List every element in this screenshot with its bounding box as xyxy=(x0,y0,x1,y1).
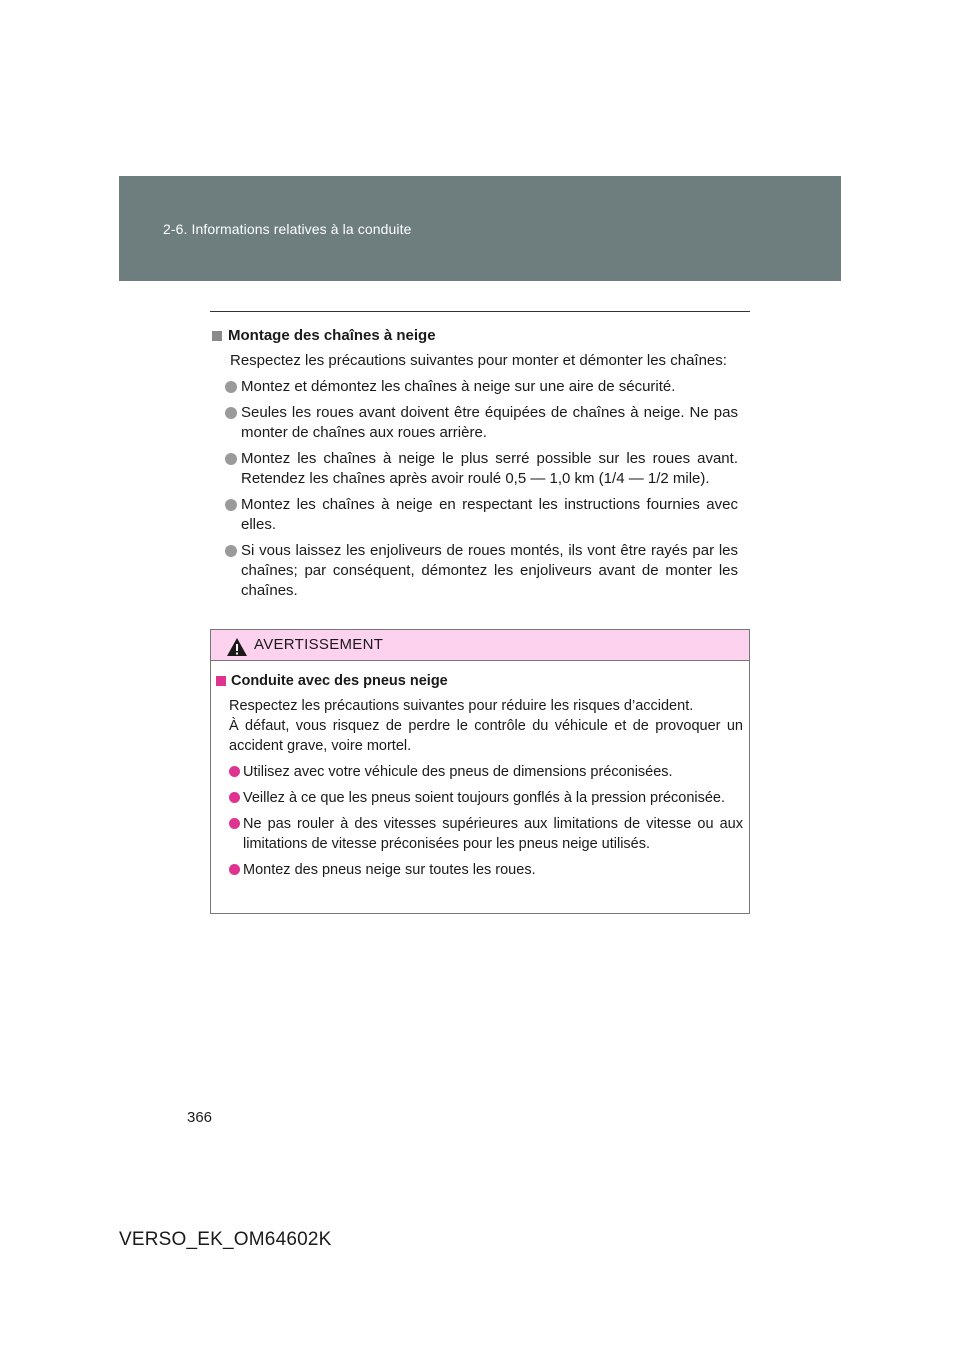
list-item: Utilisez avec votre véhicule des pneus de dimensions préconisées. xyxy=(216,762,743,782)
warning-triangle-icon xyxy=(226,637,248,657)
list-item: Montez des pneus neige sur toutes les roues. xyxy=(216,860,743,880)
warning-title-text: Conduite avec des pneus neige xyxy=(231,673,448,689)
warning-header xyxy=(211,630,749,661)
list-item: Montez les chaînes à neige en respectant les instructions fournies avec elles. xyxy=(212,495,738,535)
circle-bullet-icon xyxy=(225,407,237,419)
square-bullet-icon xyxy=(212,331,222,341)
circle-bullet-icon xyxy=(225,499,237,511)
circle-bullet-icon xyxy=(225,545,237,557)
list-item: Ne pas rouler à des vitesses supérieures aux limitations de vitesse ou aux limitations de vitesse préconisées pour les pneus neige utilisés. xyxy=(216,814,743,854)
list-item: Seules les roues avant doivent être équipées de chaînes à neige. Ne pas monter de chaînes aux roues arrière. xyxy=(212,403,738,443)
list-item: Veillez à ce que les pneus soient toujours gonflés à la pression préconisée. xyxy=(216,788,743,808)
warning-intro: Respectez les précautions suivantes pour réduire les risques d’accident. À défaut, vous risquez de perdre le contrôle du véhicule et de provoquer un accident grave, voire mortel. xyxy=(229,698,743,754)
document-code: VERSO_EK_OM64602K xyxy=(119,1229,332,1250)
section-intro: Respectez les précautions suivantes pour monter et démonter les chaînes: xyxy=(230,352,727,369)
section-header: 2-6. Informations relatives à la conduite xyxy=(163,221,412,237)
circle-bullet-icon xyxy=(225,381,237,393)
section-title xyxy=(212,326,738,346)
section-bullet-list xyxy=(212,377,738,601)
warning-label: AVERTISSEMENT xyxy=(254,636,384,653)
divider xyxy=(210,311,750,312)
snow-chains-section xyxy=(212,326,738,601)
circle-bullet-icon xyxy=(229,792,240,803)
circle-bullet-icon xyxy=(229,818,240,829)
warning-title xyxy=(216,671,743,691)
square-bullet-icon xyxy=(216,676,226,686)
header-band xyxy=(119,176,841,281)
list-item: Si vous laissez les enjoliveurs de roues montés, ils vont être rayés par les chaînes; par conséquent, démontez les enjoliveurs avant de monter les chaînes. xyxy=(212,541,738,601)
list-item: Montez les chaînes à neige le plus serré possible sur les roues avant. Retendez les chaînes après avoir roulé 0,5 — 1,0 km (1/4 — 1/2 mile). xyxy=(212,449,738,489)
warning-box xyxy=(210,629,750,914)
list-item: Montez et démontez les chaînes à neige sur une aire de sécurité. xyxy=(212,377,738,397)
circle-bullet-icon xyxy=(229,864,240,875)
page-number: 366 xyxy=(187,1109,213,1126)
circle-bullet-icon xyxy=(229,766,240,777)
circle-bullet-icon xyxy=(225,453,237,465)
warning-body xyxy=(211,661,749,880)
warning-bullet-list xyxy=(216,762,743,880)
section-title-text: Montage des chaînes à neige xyxy=(228,327,436,344)
